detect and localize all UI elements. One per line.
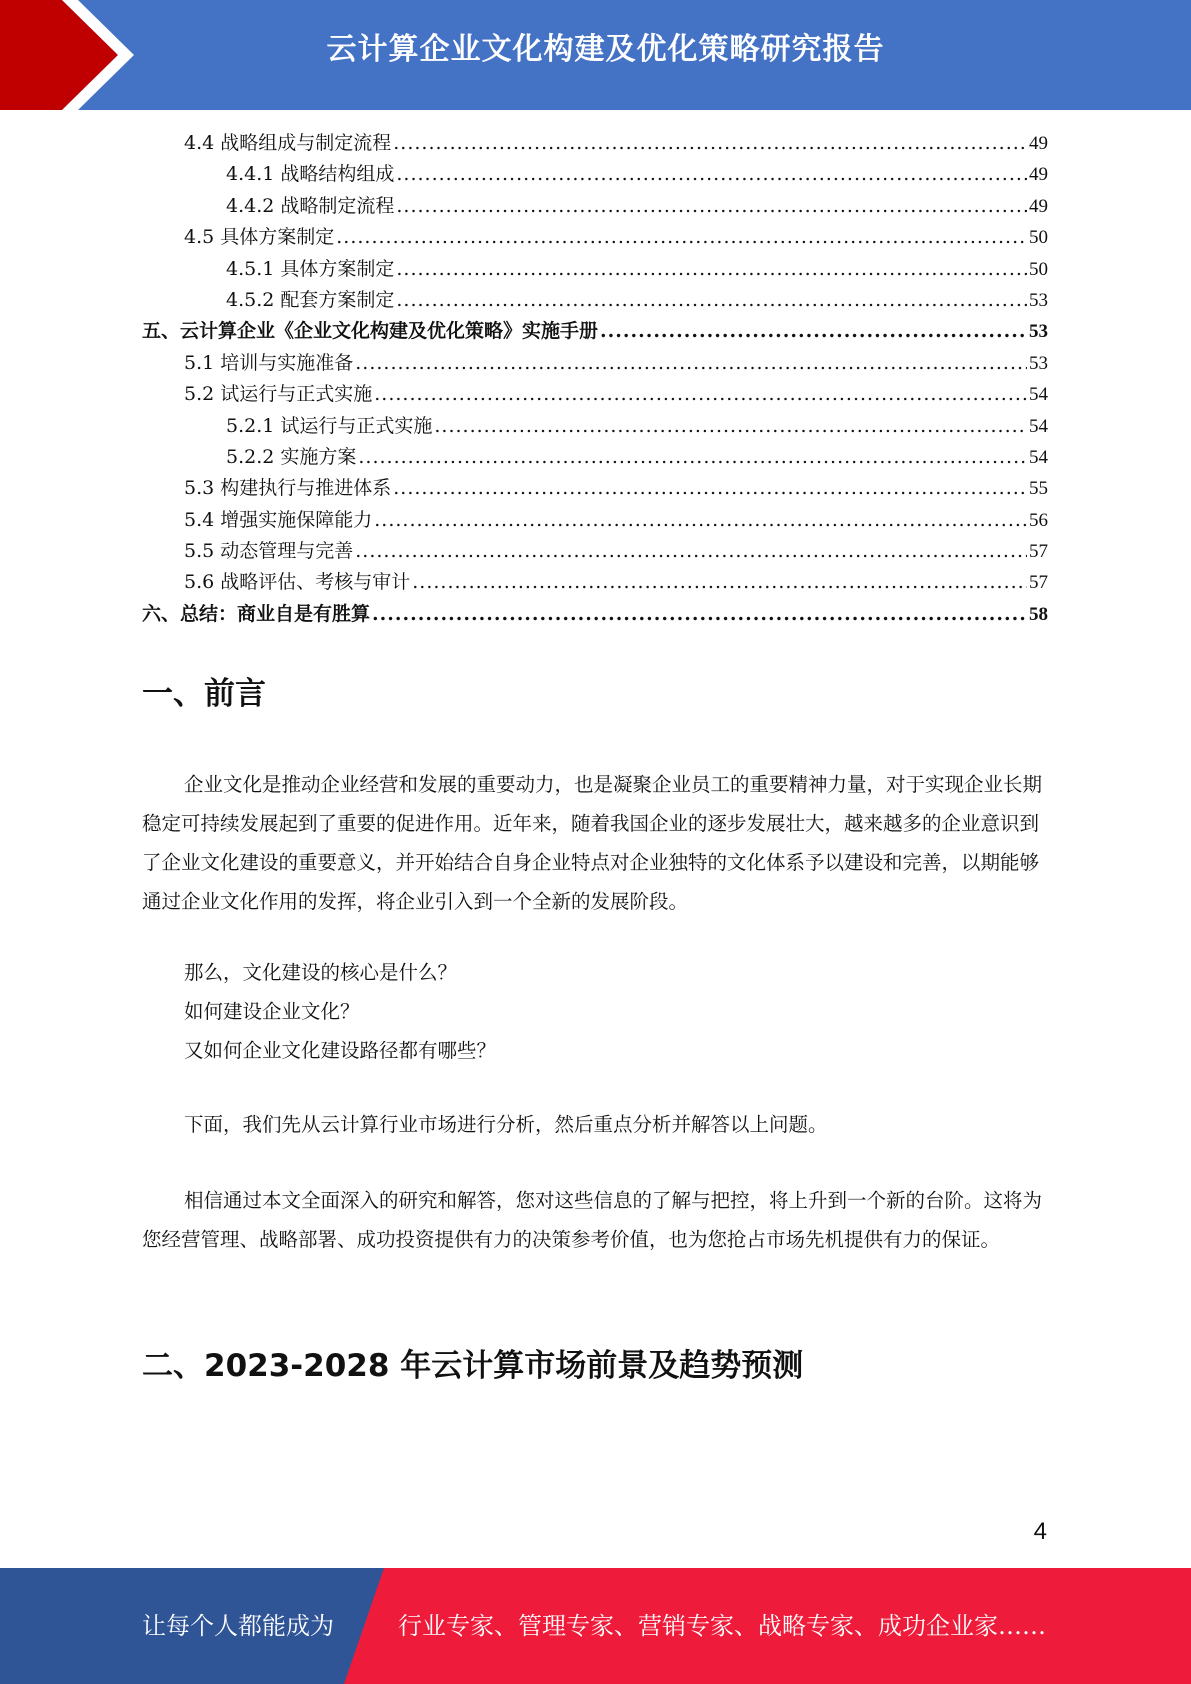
toc-leader-dots bbox=[393, 477, 1027, 499]
toc-entry[interactable] bbox=[142, 159, 1048, 190]
toc-leader-dots bbox=[374, 383, 1027, 405]
footer-slogan-left: 让每个人都能成为 bbox=[142, 1612, 334, 1640]
page-number: 4 bbox=[1033, 1518, 1047, 1545]
toc-entry-page: 57 bbox=[1029, 572, 1048, 594]
toc-entry[interactable] bbox=[142, 536, 1048, 567]
question-line-2: 如何建设企业文化？ bbox=[184, 1000, 360, 1023]
toc-entry[interactable] bbox=[142, 567, 1048, 598]
toc-entry[interactable] bbox=[142, 505, 1048, 536]
page-footer bbox=[0, 1568, 1191, 1684]
preface-paragraph-2: 下面，我们先从云计算行业市场进行分析，然后重点分析并解答以上问题。 bbox=[184, 1113, 828, 1136]
toc-entry-label: 5.4 增强实施保障能力 bbox=[184, 508, 373, 531]
toc-leader-dots bbox=[372, 603, 1027, 625]
toc-entry-label: 4.4.1 战略结构组成 bbox=[226, 163, 395, 186]
toc-entry[interactable] bbox=[142, 316, 1048, 347]
toc-entry[interactable] bbox=[142, 473, 1048, 504]
toc-leader-dots bbox=[412, 571, 1027, 593]
footer-slogan-right: 行业专家、管理专家、营销专家、战略专家、成功企业家…… bbox=[398, 1612, 1046, 1640]
toc-entry-label: 5.5 动态管理与完善 bbox=[184, 540, 354, 563]
toc-leader-dots bbox=[434, 415, 1027, 437]
toc-entry-label: 4.4.2 战略制定流程 bbox=[226, 194, 395, 217]
toc-leader-dots bbox=[396, 163, 1027, 185]
toc-entry[interactable] bbox=[142, 285, 1048, 316]
section-heading-market-forecast: 二、2023-2028 年云计算市场前景及趋势预测 bbox=[142, 1348, 804, 1384]
preface-paragraph-3: 相信通过本文全面深入的研究和解答，您对这些信息的了解与把控，将上升到一个新的台阶。这将为您经营管理、战略部署、成功投资提供有力的决策参考价值，也为您抢占市场先机提供有力的保证。 bbox=[142, 1189, 1043, 1251]
toc-entry[interactable] bbox=[142, 348, 1048, 379]
toc-entry-page: 49 bbox=[1029, 133, 1048, 154]
toc-entry-label: 4.5 具体方案制定 bbox=[184, 226, 335, 249]
toc-entry-label: 5.3 构建执行与推进体系 bbox=[184, 477, 392, 500]
toc-leader-dots bbox=[393, 132, 1027, 154]
toc-entry-label: 4.4 战略组成与制定流程 bbox=[184, 132, 392, 154]
toc-entry-page: 50 bbox=[1029, 258, 1048, 280]
table-of-contents bbox=[142, 128, 1048, 630]
toc-entry-page: 50 bbox=[1029, 227, 1048, 249]
toc-entry-label: 4.5.2 配套方案制定 bbox=[226, 288, 395, 311]
toc-entry[interactable] bbox=[142, 599, 1048, 630]
toc-entry[interactable] bbox=[142, 191, 1048, 222]
preface-paragraph-1: 企业文化是推动企业经营和发展的重要动力，也是凝聚企业员工的重要精神力量，对于实现企业长期稳定可持续发展起到了重要的促进作用。近年来，随着我国企业的逐步发展壮大，越来越多的企业意识到了企业文化建设的重要意义，并开始结合自身企业特点对企业独特的文化体系予以建设和完善，以期能够通过企业文化作用的发挥，将企业引入到一个全新的发展阶段。 bbox=[142, 773, 1043, 913]
toc-entry-page: 58 bbox=[1029, 603, 1048, 625]
toc-entry-label: 5.2 试运行与正式实施 bbox=[184, 383, 373, 406]
toc-entry-page: 53 bbox=[1029, 321, 1048, 343]
toc-leader-dots bbox=[358, 446, 1027, 468]
toc-entry-page: 49 bbox=[1029, 164, 1048, 186]
toc-entry-label: 5.6 战略评估、考核与审计 bbox=[184, 571, 411, 594]
toc-entry[interactable] bbox=[142, 254, 1048, 285]
toc-entry[interactable] bbox=[142, 411, 1048, 442]
toc-entry-page: 49 bbox=[1029, 195, 1048, 217]
preface-questions bbox=[142, 953, 1048, 1070]
toc-entry-label: 5.1 培训与实施准备 bbox=[184, 351, 354, 374]
header-title: 云计算企业文化构建及优化策略研究报告 bbox=[326, 32, 885, 67]
toc-entry[interactable] bbox=[142, 442, 1048, 473]
toc-leader-dots bbox=[374, 509, 1027, 531]
toc-entry-label: 六、总结：商业自是有胜算 bbox=[142, 602, 371, 625]
toc-leader-dots bbox=[396, 195, 1027, 217]
toc-entry-page: 54 bbox=[1029, 446, 1048, 468]
toc-leader-dots bbox=[355, 352, 1027, 374]
toc-entry-page: 53 bbox=[1029, 352, 1048, 374]
toc-entry[interactable] bbox=[142, 379, 1048, 410]
toc-entry-label: 五、云计算企业《企业文化构建及优化策略》实施手册 bbox=[142, 320, 599, 343]
toc-entry-page: 54 bbox=[1029, 415, 1048, 437]
toc-entry-page: 54 bbox=[1029, 384, 1048, 406]
toc-entry-label: 5.2.2 实施方案 bbox=[226, 445, 357, 468]
toc-leader-dots bbox=[355, 540, 1027, 562]
toc-entry-label: 5.2.1 试运行与正式实施 bbox=[226, 414, 433, 437]
toc-entry-label: 4.5.1 具体方案制定 bbox=[226, 257, 395, 280]
toc-entry[interactable] bbox=[142, 222, 1048, 253]
toc-entry-page: 56 bbox=[1029, 509, 1048, 531]
page-header bbox=[0, 0, 1191, 110]
toc-entry-page: 57 bbox=[1029, 541, 1048, 563]
toc-entry-page: 53 bbox=[1029, 289, 1048, 311]
section-heading-preface: 一、前言 bbox=[142, 676, 266, 712]
toc-leader-dots bbox=[600, 320, 1027, 342]
question-line-1: 那么，文化建设的核心是什么？ bbox=[184, 961, 458, 984]
toc-leader-dots bbox=[336, 226, 1027, 248]
toc-leader-dots bbox=[396, 258, 1027, 280]
toc-entry[interactable] bbox=[142, 128, 1048, 159]
toc-entry-page: 55 bbox=[1029, 478, 1048, 500]
question-line-3: 又如何企业文化建设路径都有哪些？ bbox=[184, 1039, 497, 1062]
toc-leader-dots bbox=[396, 289, 1027, 311]
